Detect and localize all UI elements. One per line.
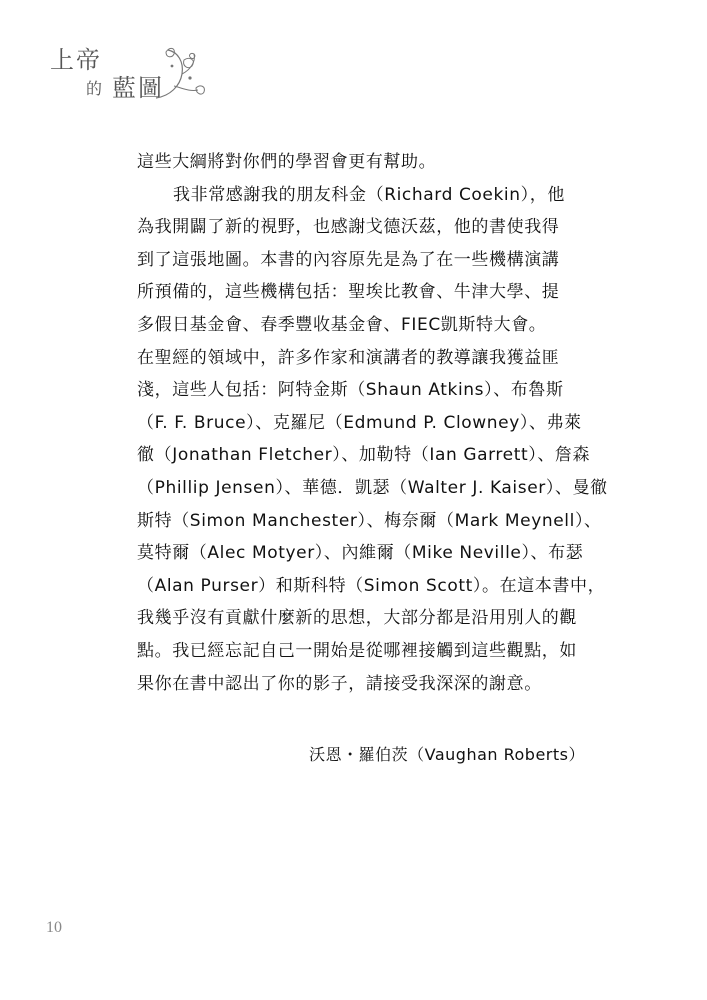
paragraph-line: 這些大綱將對你們的學習會更有幫助。 (137, 152, 437, 172)
paragraph-line: 莫特爾（Alec Motyer）、內維爾（Mike Neville）、布瑟 (137, 543, 584, 564)
paragraph-line: 所預備的，這些機構包括：聖埃比教會、牛津大學、提 (137, 282, 560, 303)
paragraph-line: 多假日基金會、春季豐收基金會、FIEC凱斯特大會。 (137, 314, 547, 335)
header-title-lantu: 藍圖 (112, 74, 164, 102)
author-signature: 沃恩・羅伯茨（Vaughan Roberts） (309, 745, 585, 764)
main-body-text (137, 146, 608, 700)
header-title-shangdi: 上帝 (50, 46, 102, 74)
paragraph-line: （F. F. Bruce）、克羅尼（Edmund P. Clowney）、弗萊 (137, 412, 582, 433)
paragraph-line: 我非常感謝我的朋友科金（Richard Coekin），他 (173, 184, 565, 205)
paragraph-line: （Alan Purser）和斯科特（Simon Scott）。在這本書中， (137, 575, 606, 596)
paragraph-line: 我幾乎沒有貢獻什麼新的思想，大部分都是沿用別人的觀 (137, 608, 577, 629)
page-number: 10 (46, 919, 62, 936)
header-title-de: 的 (86, 79, 103, 98)
paragraph-line: 點。我已經忘記自己一開始是從哪裡接觸到這些觀點，如 (137, 640, 577, 661)
vine-ornament-icon (150, 40, 208, 106)
paragraph-line: 為我開闢了新的視野，也感謝戈德沃茲，他的書使我得 (137, 217, 560, 238)
paragraph-line: 在聖經的領域中，許多作家和演講者的教導讓我獲益匪 (137, 347, 560, 368)
paragraph-line: （Phillip Jensen）、華德．凱瑟（Walter J. Kaiser）、曼徹 (137, 477, 608, 498)
paragraph-line: 到了這張地圖。本書的內容原先是為了在一些機構演講 (137, 249, 560, 270)
running-header (0, 0, 260, 110)
paragraph-line: 果你在書中認出了你的影子，請接受我深深的謝意。 (137, 673, 542, 694)
paragraph-line: 淺，這些人包括：阿特金斯（Shaun Atkins）、布魯斯 (137, 380, 564, 401)
paragraph-line: 斯特（Simon Manchester）、梅奈爾（Mark Meynell）、 (137, 510, 602, 531)
paragraph-line: 徹（Jonathan Fletcher）、加勒特（Ian Garrett）、詹森 (137, 445, 591, 466)
